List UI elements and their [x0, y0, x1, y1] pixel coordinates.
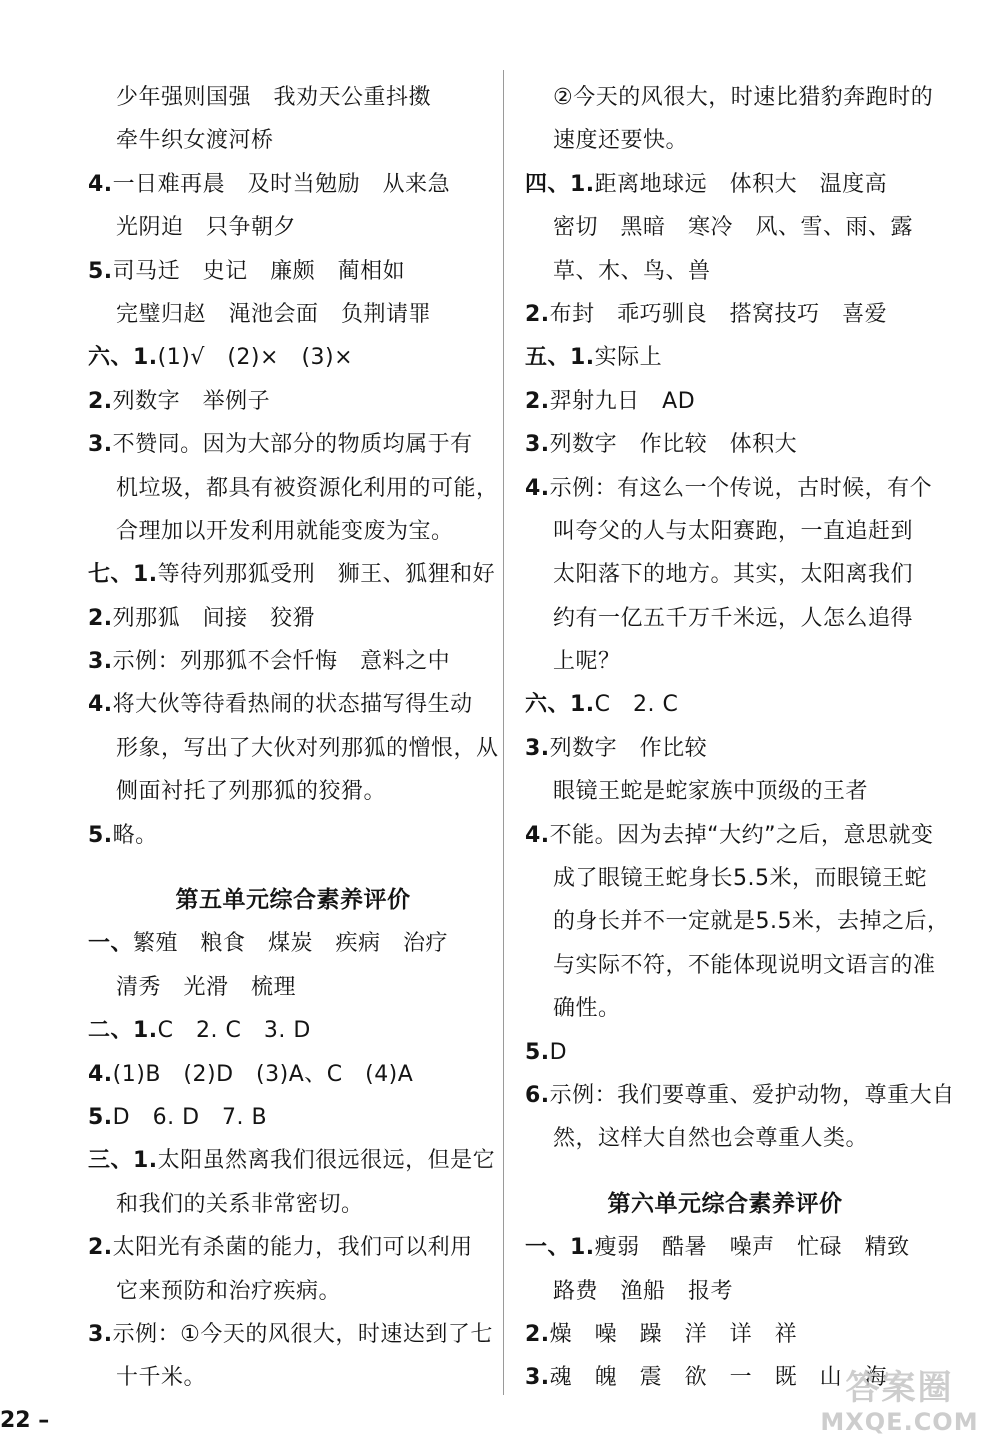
item-number: 3. [88, 1321, 113, 1347]
answer-text: 列那狐 间接 狡猾 [112, 605, 316, 631]
answer-line [88, 1183, 498, 1226]
answer-text: 确性。 [553, 996, 621, 1022]
answer-text: 将大伙等待看热闹的状态描写得生动 [112, 692, 473, 718]
answer-text: 速度还要快。 [553, 128, 689, 154]
answer-text: 列数字 举例子 [112, 388, 271, 414]
item-number: 3. [525, 735, 550, 761]
answer-line [525, 336, 925, 379]
section-6-heading: 第六单元综合素养评价 [607, 1190, 843, 1217]
item-number: 2. [88, 388, 113, 414]
answer-line [525, 814, 934, 857]
answer-line [525, 900, 950, 943]
answer-text: 繁殖 粮食 煤炭 疾病 治疗 [133, 931, 449, 957]
answer-line [525, 119, 925, 162]
answer-text: 不能。因为去掉“大约”之后，意思就变 [549, 822, 934, 848]
answer-line [525, 76, 934, 119]
answer-text: 略。 [112, 822, 158, 848]
answer-line [88, 1096, 498, 1139]
answer-line [525, 293, 925, 336]
answer-line [88, 293, 498, 336]
item-number: 2. [525, 1321, 550, 1347]
answer-line [525, 857, 925, 900]
answer-line [88, 1313, 498, 1356]
answer-text: 列数字 作比较 体积大 [549, 432, 798, 458]
answer-text: (1)√ (2)× (3)× [157, 345, 354, 371]
answer-line [525, 1270, 925, 1313]
answer-line [88, 727, 498, 770]
answer-line [88, 814, 498, 857]
answer-line [88, 423, 498, 466]
answer-line [525, 467, 933, 510]
answer-line [525, 944, 936, 987]
item-number: 一、 [88, 931, 134, 957]
answer-text: 光阴迫 只争朝夕 [116, 215, 297, 241]
answer-text: 路费 渔船 报考 [553, 1278, 734, 1304]
item-number: 3. [525, 432, 550, 458]
answer-line [525, 683, 925, 726]
answer-line [88, 1009, 498, 1052]
answer-text: 草、木、鸟、兽 [553, 258, 711, 284]
item-number: 2. [88, 1235, 113, 1261]
answer-line [525, 206, 925, 249]
answer-line [88, 467, 498, 510]
answer-line [525, 1074, 955, 1117]
answer-text: 然，这样大自然也会尊重人类。 [553, 1126, 869, 1152]
answer-text: 实际上 [594, 345, 663, 371]
answer-text: 眼镜王蛇是蛇家族中顶级的王者 [553, 779, 869, 805]
item-number: 5. [88, 1104, 113, 1130]
watermark-logo [812, 1362, 987, 1442]
answer-text: 列数字 作比较 [549, 735, 708, 761]
answer-line [88, 1226, 498, 1269]
item-number: 3. [88, 432, 113, 458]
answer-text: 少年强则国强 我劝天公重抖擞 [116, 85, 432, 110]
answer-line [525, 1226, 925, 1269]
answer-line [88, 640, 498, 683]
answer-text: 魂 魄 震 欲 一 既 山 海 [549, 1365, 888, 1391]
answer-text: 等待列那狐受刑 狮王、狐狸和好 [157, 562, 496, 588]
answer-line [525, 423, 925, 466]
item-number: 一、1. [525, 1235, 595, 1261]
answer-text: C 2. C 3. D [157, 1018, 311, 1044]
answer-line [525, 250, 925, 293]
answer-line [88, 1139, 498, 1182]
answer-text: 清秀 光滑 梳理 [116, 974, 297, 1000]
answer-line [525, 987, 925, 1030]
answer-line [88, 1356, 498, 1399]
answer-line [88, 510, 498, 553]
answer-line [88, 119, 498, 162]
answer-text: 成了眼镜王蛇身长5.5米，而眼镜王蛇 [553, 866, 927, 892]
section-5-heading: 第五单元综合素养评价 [175, 887, 411, 914]
watermark-logo-text: 答案圈 [845, 1368, 954, 1408]
answer-text: D [549, 1039, 568, 1065]
answer-text: (1)B (2)D (3)A、C (4)A [112, 1061, 414, 1087]
answer-text: 一日难再晨 及时当勉励 从来急 [112, 171, 451, 197]
answer-line [525, 770, 925, 813]
item-number: 三、1. [88, 1148, 158, 1174]
item-number: 二、1. [88, 1018, 158, 1044]
watermark-url: MXQE.COM [820, 1408, 979, 1436]
item-number: 六、1. [525, 692, 595, 718]
answer-line [88, 206, 498, 249]
answer-line [88, 336, 498, 379]
answer-text: 燥 噪 躁 洋 详 祥 [549, 1321, 798, 1347]
answer-text: 侧面衬托了列那狐的狡猾。 [116, 779, 387, 805]
item-number: 六、1. [88, 345, 158, 371]
answer-text: D 6. D 7. B [112, 1104, 268, 1130]
item-number: 5. [525, 1039, 550, 1065]
item-number: 5. [88, 822, 113, 848]
section-5-lines [88, 922, 498, 1399]
answer-text: 上呢？ [553, 649, 621, 675]
answer-line [525, 510, 925, 553]
answer-text: 形象，写出了大伙对列那狐的憎恨，从 [116, 735, 499, 761]
answer-text: 完璧归赵 渑池会面 负荆请罪 [116, 301, 432, 327]
item-number: 4. [525, 475, 550, 501]
answer-line [88, 922, 498, 965]
answer-text: 示例：我们要尊重、爱护动物，尊重大自 [549, 1082, 955, 1108]
answer-text: 它来预防和治疗疾病。 [116, 1278, 342, 1304]
answer-text: 和我们的关系非常密切。 [116, 1191, 364, 1217]
answer-text: 十千米。 [116, 1365, 207, 1391]
left-column [88, 76, 498, 1400]
answer-text: 距离地球远 体积大 温度高 [594, 171, 888, 197]
answer-line [525, 1031, 925, 1074]
item-number: 四、1. [525, 171, 595, 197]
page-number: 22 – [0, 1408, 50, 1433]
answer-text: 示例：有这么一个传说，古时候，有个 [549, 475, 933, 501]
answer-line [88, 76, 498, 119]
answer-text: 不赞同。因为大部分的物质均属于有 [112, 432, 473, 458]
answer-text: 叫夸父的人与太阳赛跑，一直追赶到 [553, 518, 914, 544]
answer-line [88, 1053, 498, 1096]
item-number: 5. [88, 258, 113, 284]
answer-text: 太阳落下的地方。其实，太阳离我们 [553, 562, 914, 588]
answer-line [88, 597, 498, 640]
item-number: 4. [88, 171, 113, 197]
item-number: 6. [525, 1082, 550, 1108]
answer-line [88, 770, 498, 813]
item-number: 2. [525, 388, 550, 414]
answer-line [88, 553, 498, 596]
answer-line [525, 380, 925, 423]
answer-line [88, 683, 498, 726]
answer-text: 密切 黑暗 寒冷 风、雪、雨、露 [553, 215, 914, 241]
answer-line [525, 1117, 925, 1160]
right-column [525, 76, 955, 1400]
answer-line [525, 1313, 925, 1356]
answer-text: 布封 乖巧驯良 搭窝技巧 喜爱 [549, 301, 888, 327]
answer-text: 羿射九日 AD [549, 388, 696, 414]
answer-line [525, 553, 925, 596]
item-number: 七、1. [88, 562, 158, 588]
answer-text: 司马迁 史记 廉颇 蔺相如 [112, 258, 406, 284]
answer-line [88, 966, 498, 1009]
item-number: 4. [525, 822, 550, 848]
answer-text: 与实际不符，不能体现说明文语言的准 [553, 952, 936, 978]
item-number: 2. [88, 605, 113, 631]
answer-text: C 2. C [594, 692, 679, 718]
answer-line [88, 163, 498, 206]
answer-line [525, 163, 925, 206]
answer-line [88, 250, 498, 293]
answer-text: 约有一亿五千万千米远，人怎么追得 [553, 605, 914, 631]
item-number: 4. [88, 1061, 113, 1087]
answer-line [525, 640, 925, 683]
answer-text: 瘦弱 酷暑 噪声 忙碌 精致 [594, 1235, 910, 1261]
item-number: 3. [525, 1365, 550, 1391]
answer-text: ②今天的风很大，时速比猎豹奔跑时的 [553, 85, 934, 110]
column-divider [503, 70, 504, 1395]
item-number: 五、1. [525, 345, 595, 371]
left-answer-lines [88, 76, 498, 857]
item-number: 3. [88, 649, 113, 675]
answer-line [88, 1270, 498, 1313]
answer-line [525, 727, 925, 770]
answer-line [88, 380, 498, 423]
answer-text: 太阳光有杀菌的能力，我们可以利用 [112, 1235, 473, 1261]
item-number: 4. [88, 692, 113, 718]
answer-text: 机垃圾，都具有被资源化利用的可能， [116, 475, 499, 501]
answer-line [525, 597, 925, 640]
answer-text: 示例：列那狐不会忏悔 意料之中 [112, 649, 451, 675]
answer-text: 的身长并不一定就是5.5米，去掉之后， [553, 909, 950, 935]
right-answer-lines [525, 76, 955, 1161]
answer-text: 太阳虽然离我们很远很远，但是它 [157, 1148, 496, 1174]
answer-text: 合理加以开发利用就能变废为宝。 [116, 518, 454, 544]
answer-text: 牵牛织女渡河桥 [116, 128, 274, 154]
item-number: 2. [525, 301, 550, 327]
answer-text: 示例：①今天的风很大，时速达到了七 [112, 1321, 493, 1347]
